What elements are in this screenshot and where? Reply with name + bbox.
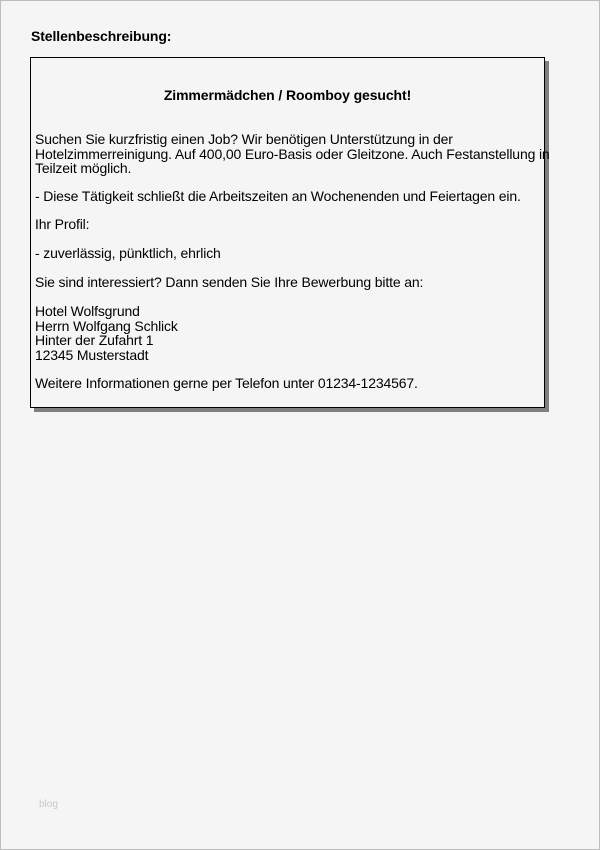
watermark-text: blog [39,799,58,810]
ad-title: Zimmermädchen / Roomboy gesucht! [163,87,412,103]
ad-intro-line: Suchen Sie kurzfristig einen Job? Wir benötigen Unterstützung in der [35,131,453,147]
ad-intro [35,131,550,176]
ad-intro-line: Teilzeit möglich. [35,160,132,176]
address-city: 12345 Musterstadt [35,346,149,363]
ad-intro-line: Hotelzimmerreinigung. Auf 400,00 Euro-Basis oder Gleitzone. Auch Festanstellung in [35,145,550,162]
ad-contact-line: Weitere Informationen gerne per Telefon unter 01234-1234567. [35,375,418,391]
address-company: Hotel Wolfsgrund [35,303,140,319]
section-heading: Stellenbeschreibung: [31,28,172,44]
ad-apply-text: Sie sind interessiert? Dann senden Sie Ihre Bewerbung bitte an: [35,274,424,290]
ad-profile: - zuverlässig, pünktlich, ehrlich [35,245,221,261]
ad-address [35,304,535,362]
ad-profile-label: Ihr Profil: [35,216,90,232]
address-street: Hinter der Zufahrt 1 [35,332,154,348]
job-ad-box [30,57,550,408]
address-contact: Herrn Wolfgang Schlick [35,317,178,334]
ad-duty: - Diese Tätigkeit schließt die Arbeitszeiten an Wochenenden und Feiertagen ein. [35,188,521,204]
